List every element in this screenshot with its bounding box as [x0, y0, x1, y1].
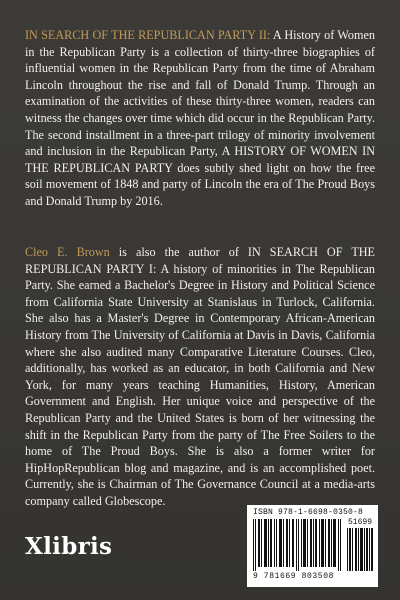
- book-synopsis: [25, 27, 375, 210]
- price-addon-barcode-icon: [347, 528, 373, 571]
- isbn-barcode: [247, 505, 378, 587]
- barcode-digits: 9 781669 803508: [253, 572, 335, 581]
- synopsis-text: A History of Women in the Republican Party is a collection of thirty-three biographies of influential women in the Republican Party from the time of Abraham Lincoln throughout the rise and fall of Donald Trump. Through an examination of the activities of these thirty-three women, readers can witness the changes over time which did occur in the Republican Party. The second installment in a three-part trilogy of minority involvement and inclusion in the Republican Party, A HISTORY OF WOMEN IN THE REPUBLICAN PARTY does subtly shed light on how the free soil movement of 1848 and party of Lincoln the era of The Proud Boys and Donald Trump by 2016.: [25, 28, 375, 208]
- author-bio: [25, 244, 375, 510]
- author-bio-text: is also the author of IN SEARCH OF THE REPUBLICAN PARTY I: A history of minorities in The Republican Party. She earned a Bachelor's Degree in History and Political Science from California State University at Stanislaus in Turlock, California. She also has a Master's Degree in Contemporary African-American History from The University of California at Davis in Davis, California where she also audited many Comparative Literature Courses. Cleo, additionally, has worked as an educator, in both California and New York, for many years teaching Humanities, History, American Government and English. Her unique voice and perspective of the Republican Party and the United States is born of her witnessing the shift in the Republican Party from the party of The Free Soilers to the home of The Proud Boys. She is also a former writer for HipHopRepublican blog and magazine, and is an accomplished poet. Currently, she is Chairman of The Governance Council at a media-arts company called Globescope.: [25, 245, 376, 508]
- synopsis-title: IN SEARCH OF THE REPUBLICAN PARTY II:: [25, 28, 271, 42]
- isbn-label: ISBN 978-1-6698-0350-8: [253, 508, 364, 517]
- price-addon-digits: 51699: [348, 518, 373, 527]
- publisher-logo: Xlibris: [25, 533, 113, 560]
- barcode-icon: [253, 519, 343, 571]
- author-name: Cleo E. Brown: [25, 245, 110, 259]
